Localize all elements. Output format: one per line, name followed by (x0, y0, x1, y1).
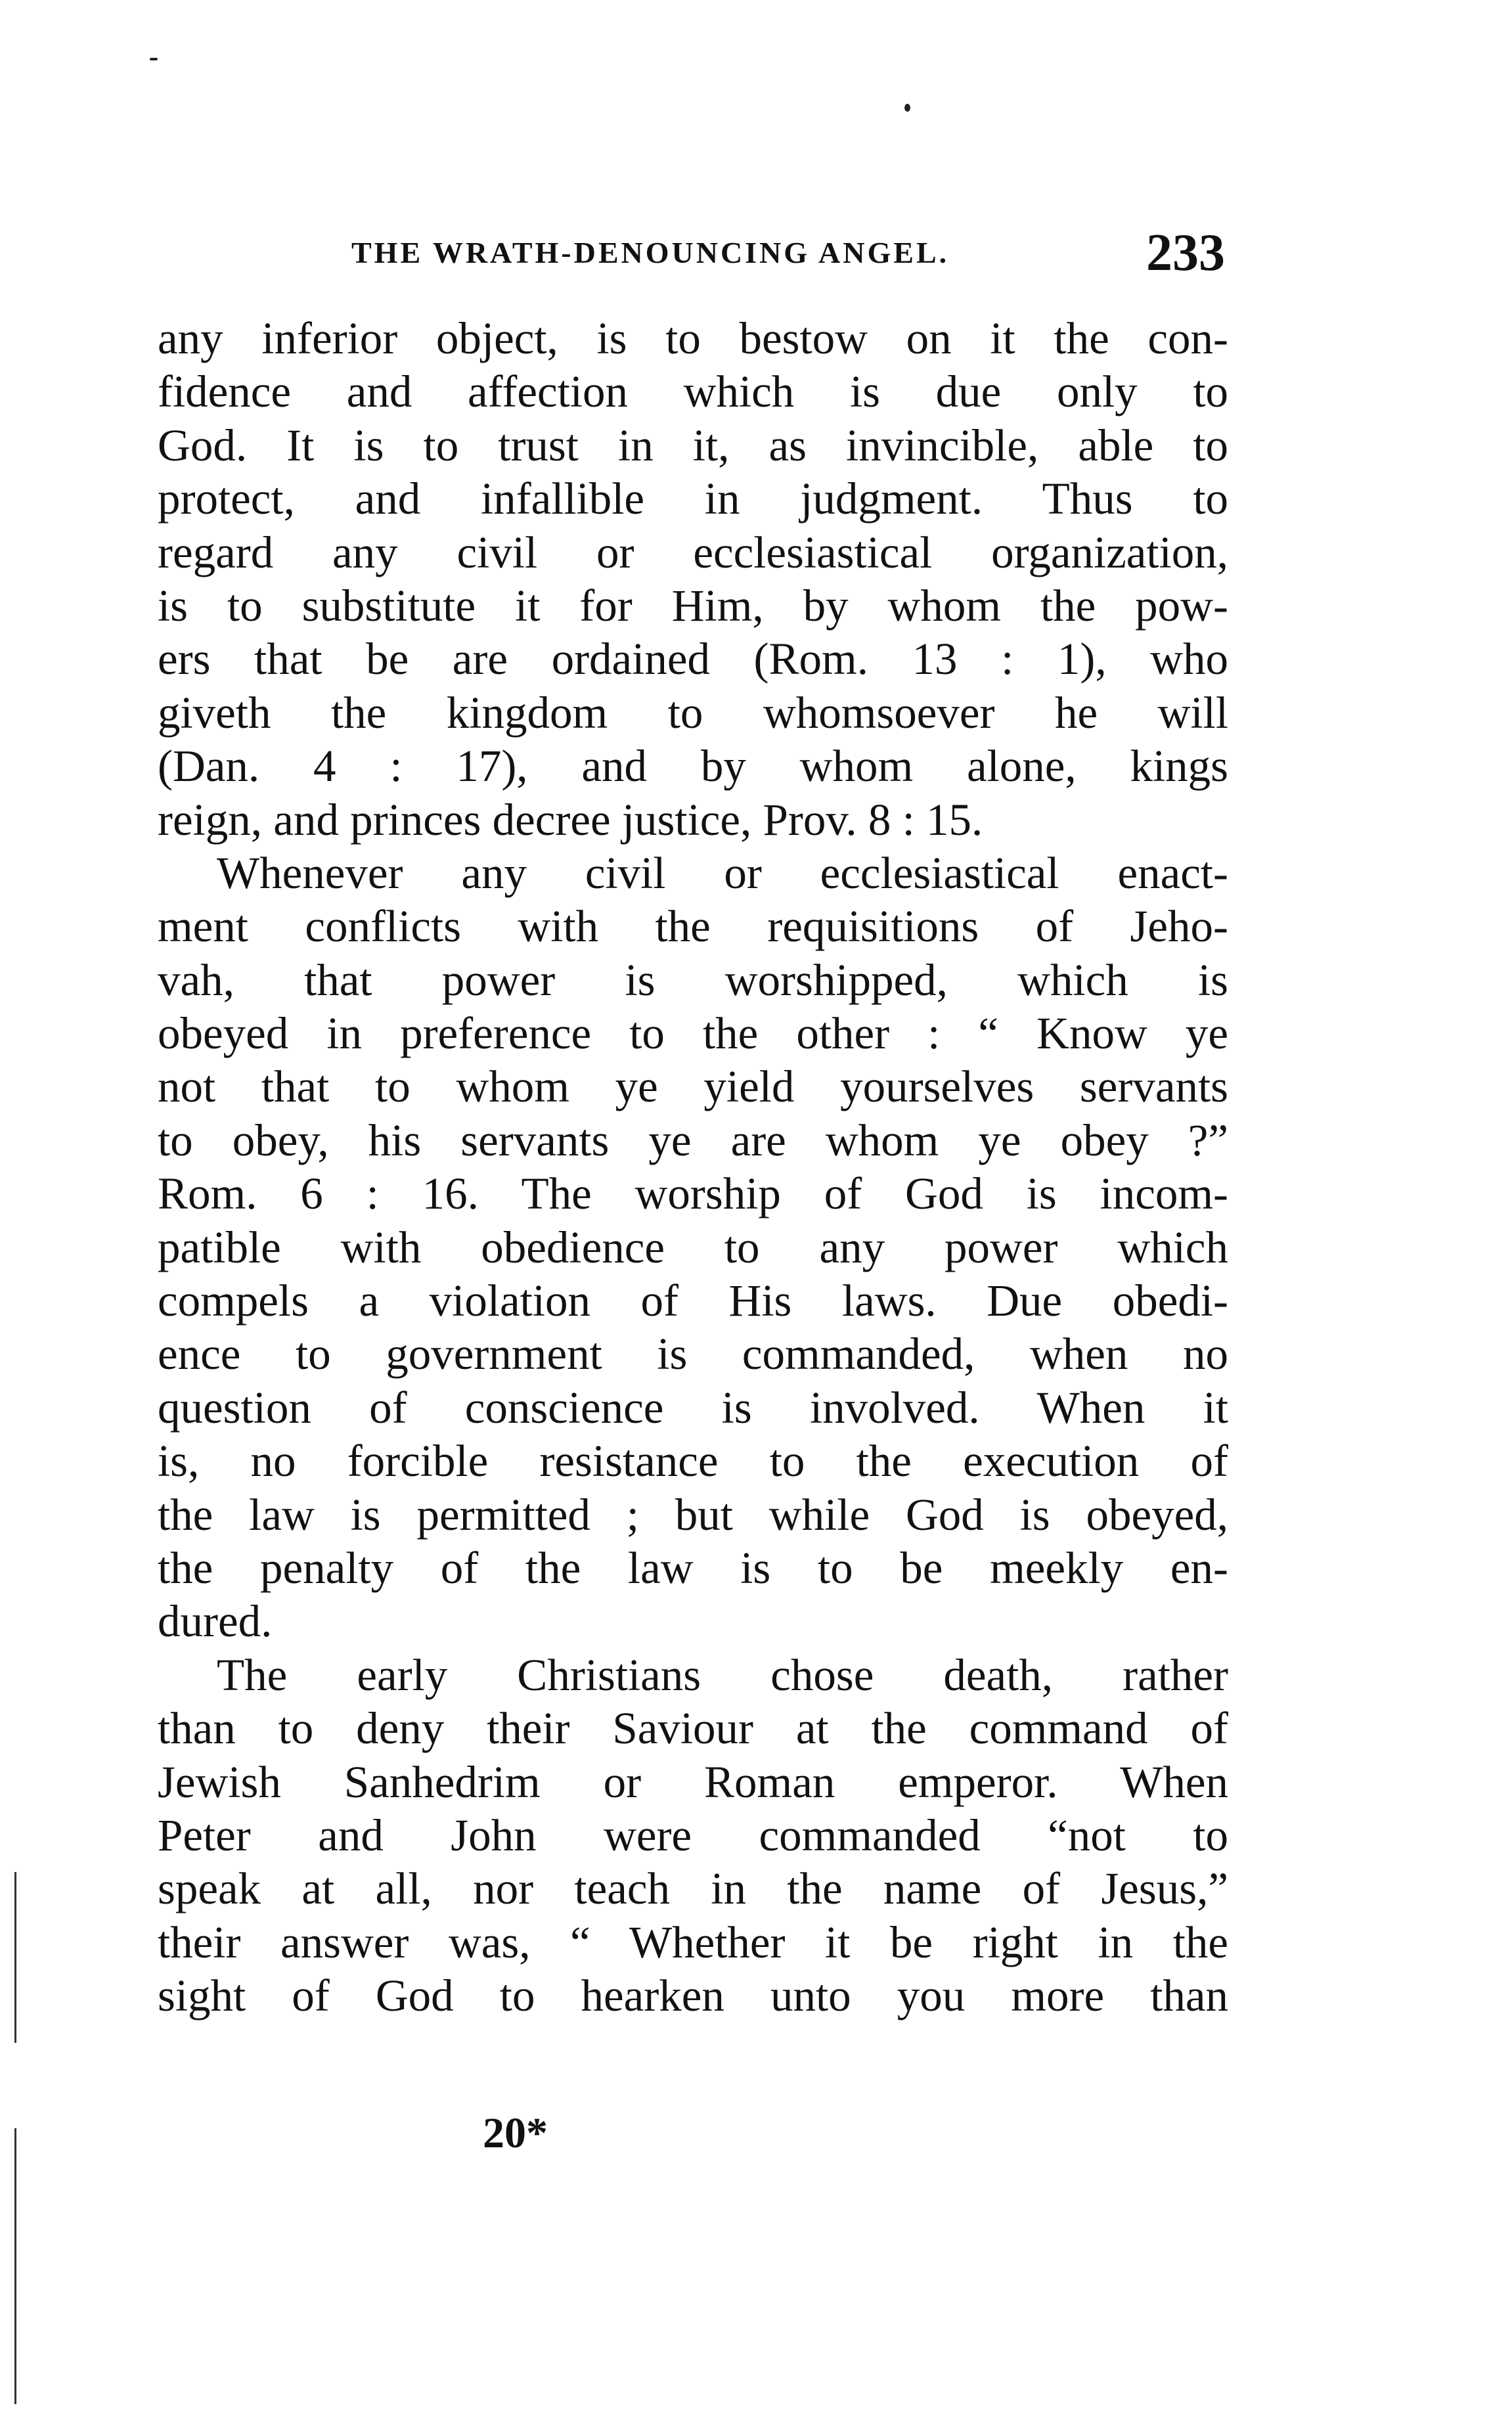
text-line: patible with obedience to any power which (158, 1222, 1228, 1272)
running-head (351, 223, 1225, 296)
text-line: the penalty of the law is to be meekly en- (158, 1542, 1228, 1593)
text-line: Rom. 6 : 16. The worship of God is incom- (158, 1169, 1228, 1219)
text-line: (Dan. 4 : 17), and by whom alone, kings (158, 741, 1228, 792)
page-number: 233 (1146, 224, 1225, 282)
text-line: vah, that power is worshipped, which is (158, 954, 1228, 1005)
text-line: protect, and infallible in judgment. Thus to (158, 474, 1228, 524)
ink-speck (904, 104, 910, 112)
text-line: any inferior object, is to bestow on it the con- (158, 313, 1228, 363)
text-line: reign, and princes decree justice, Prov. 8 : 15. (158, 794, 983, 845)
ink-speck (150, 58, 158, 60)
scan-edge-line (14, 1872, 16, 2043)
text-line: regard any civil or ecclesiastical organization, (158, 527, 1228, 577)
text-line: compels a violation of His laws. Due obedi- (158, 1276, 1228, 1326)
text-line: question of conscience is involved. When it (158, 1382, 1228, 1433)
body-text (158, 312, 1228, 2023)
text-line: ence to government is commanded, when no (158, 1329, 1228, 1379)
text-line: is to substitute it for Him, by whom the pow- (158, 580, 1228, 631)
text-line: dured. (158, 1596, 273, 1647)
text-line: Jewish Sanhedrim or Roman emperor. When (158, 1756, 1228, 1807)
text-line: obeyed in preference to the other : “ Know ye (158, 1008, 1228, 1059)
text-line: ers that be are ordained (Rom. 13 : 1), who (158, 634, 1228, 684)
text-line: giveth the kingdom to whomsoever he will (158, 687, 1228, 738)
text-line: to obey, his servants ye are whom ye obey ?” (158, 1115, 1228, 1165)
text-line: Peter and John were commanded “not to (158, 1810, 1228, 1860)
text-line: God. It is to trust in it, as invincible, able to (158, 420, 1228, 470)
scan-edge-line (14, 2128, 16, 2404)
text-line: ment conflicts with the requisitions of Jeho- (158, 901, 1228, 952)
text-line: sight of God to hearken unto you more than (158, 1971, 1228, 2021)
text-line: speak at all, nor teach in the name of Jesus,” (158, 1864, 1228, 1914)
text-line: the law is permitted ; but while God is obeyed, (158, 1489, 1228, 1540)
text-line: is, no forcible resistance to the execution of (158, 1436, 1228, 1486)
text-line: their answer was, “ Whether it be right in the (158, 1917, 1228, 1967)
running-title: THE WRATH-DENOUNCING ANGEL. (351, 236, 950, 269)
text-line: than to deny their Saviour at the command of (158, 1703, 1228, 1754)
text-line: Whenever any civil or ecclesiastical enact- (217, 847, 1228, 898)
signature-mark: 20* (483, 2109, 548, 2157)
text-line: fidence and affection which is due only to (158, 367, 1228, 417)
text-line: The early Christians chose death, rather (217, 1649, 1228, 1700)
text-line: not that to whom ye yield yourselves servants (158, 1061, 1228, 1112)
